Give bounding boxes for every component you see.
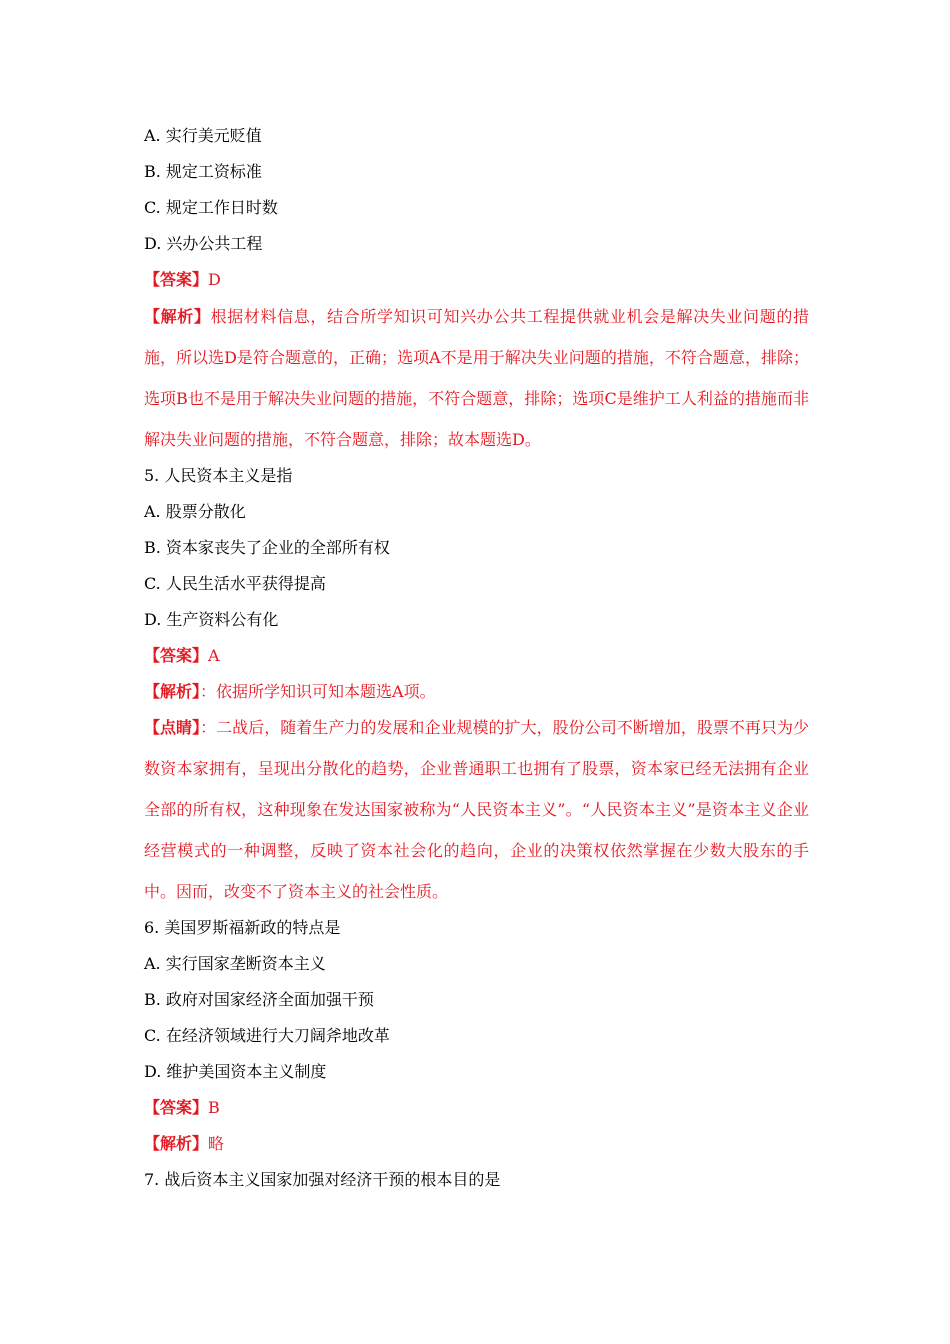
q6-option-b: B. 政府对国家经济全面加强干预 [144,990,374,1009]
q5-analysis [144,681,436,703]
q5-option-a: A. 股票分散化 [144,502,246,521]
q4-analysis-text: 根据材料信息，结合所学知识可知兴办公共工程提供就业机会是解决失业问题的措施，所以选D是符合题意的，正确；选项A不是用于解决失业问题的措施，不符合题意，排除；选项B也不是用于解决失业问题的措施，不符合题意，排除；选项C是维护工人利益的措施而非解决失业问题的措施，不符合题意，排除；故本题选D。 [144,307,809,449]
q6-option-a: A. 实行国家垄断资本主义 [144,954,326,973]
q4-option-a: A. 实行美元贬值 [144,126,262,145]
q6-stem: 6. 美国罗斯福新政的特点是 [144,918,341,937]
q4-option-c: C. 规定工作日时数 [144,198,278,217]
q5-option-c: C. 人民生活水平获得提高 [144,574,326,593]
q5-option-d: D. 生产资料公有化 [144,610,279,629]
q6-analysis [144,1133,224,1155]
q6-answer [144,1097,220,1119]
q4-option-b: B. 规定工资标准 [144,162,262,181]
q5-note-tag: 【点睛】 [144,718,201,737]
q7-stem: 7. 战后资本主义国家加强对经济干预的根本目的是 [144,1170,501,1189]
q5-option-b: B. 资本家丧失了企业的全部所有权 [144,538,390,557]
q6-answer-value: B [208,1098,220,1117]
q4-answer-tag: 【答案】 [144,270,209,289]
q6-analysis-tag: 【解析】 [144,1134,209,1153]
q4-analysis [144,296,809,460]
q6-answer-tag: 【答案】 [144,1098,209,1117]
q4-answer [144,269,221,291]
q5-note-text: ：二战后，随着生产力的发展和企业规模的扩大，股份公司不断增加，股票不再只为少数资本家拥有，呈现出分散化的趋势，企业普通职工也拥有了股票，资本家已经无法拥有企业全部的所有权，这种现象在发达国家被称为“人民资本主义”。“人民资本主义”是资本主义企业经营模式的一种调整，反映了资本社会化的趋向，企业的决策权依然掌握在少数大股东的手中。因而，改变不了资本主义的社会性质。 [144,718,809,901]
q6-option-d: D. 维护美国资本主义制度 [144,1062,327,1081]
q5-note [144,707,809,912]
q5-answer [144,645,220,667]
q5-analysis-tag: 【解析】 [144,682,201,701]
q6-option-c: C. 在经济领域进行大刀阔斧地改革 [144,1026,390,1045]
q5-analysis-text: ：依据所学知识可知本题选A项。 [200,682,436,701]
q4-option-d: D. 兴办公共工程 [144,234,263,253]
q5-stem: 5. 人民资本主义是指 [144,466,293,485]
q5-answer-tag: 【答案】 [144,646,209,665]
q4-analysis-tag: 【解析】 [144,307,211,326]
q5-answer-value: A [208,646,220,665]
q6-analysis-text: 略 [208,1134,225,1153]
q4-answer-value: D [208,270,221,289]
